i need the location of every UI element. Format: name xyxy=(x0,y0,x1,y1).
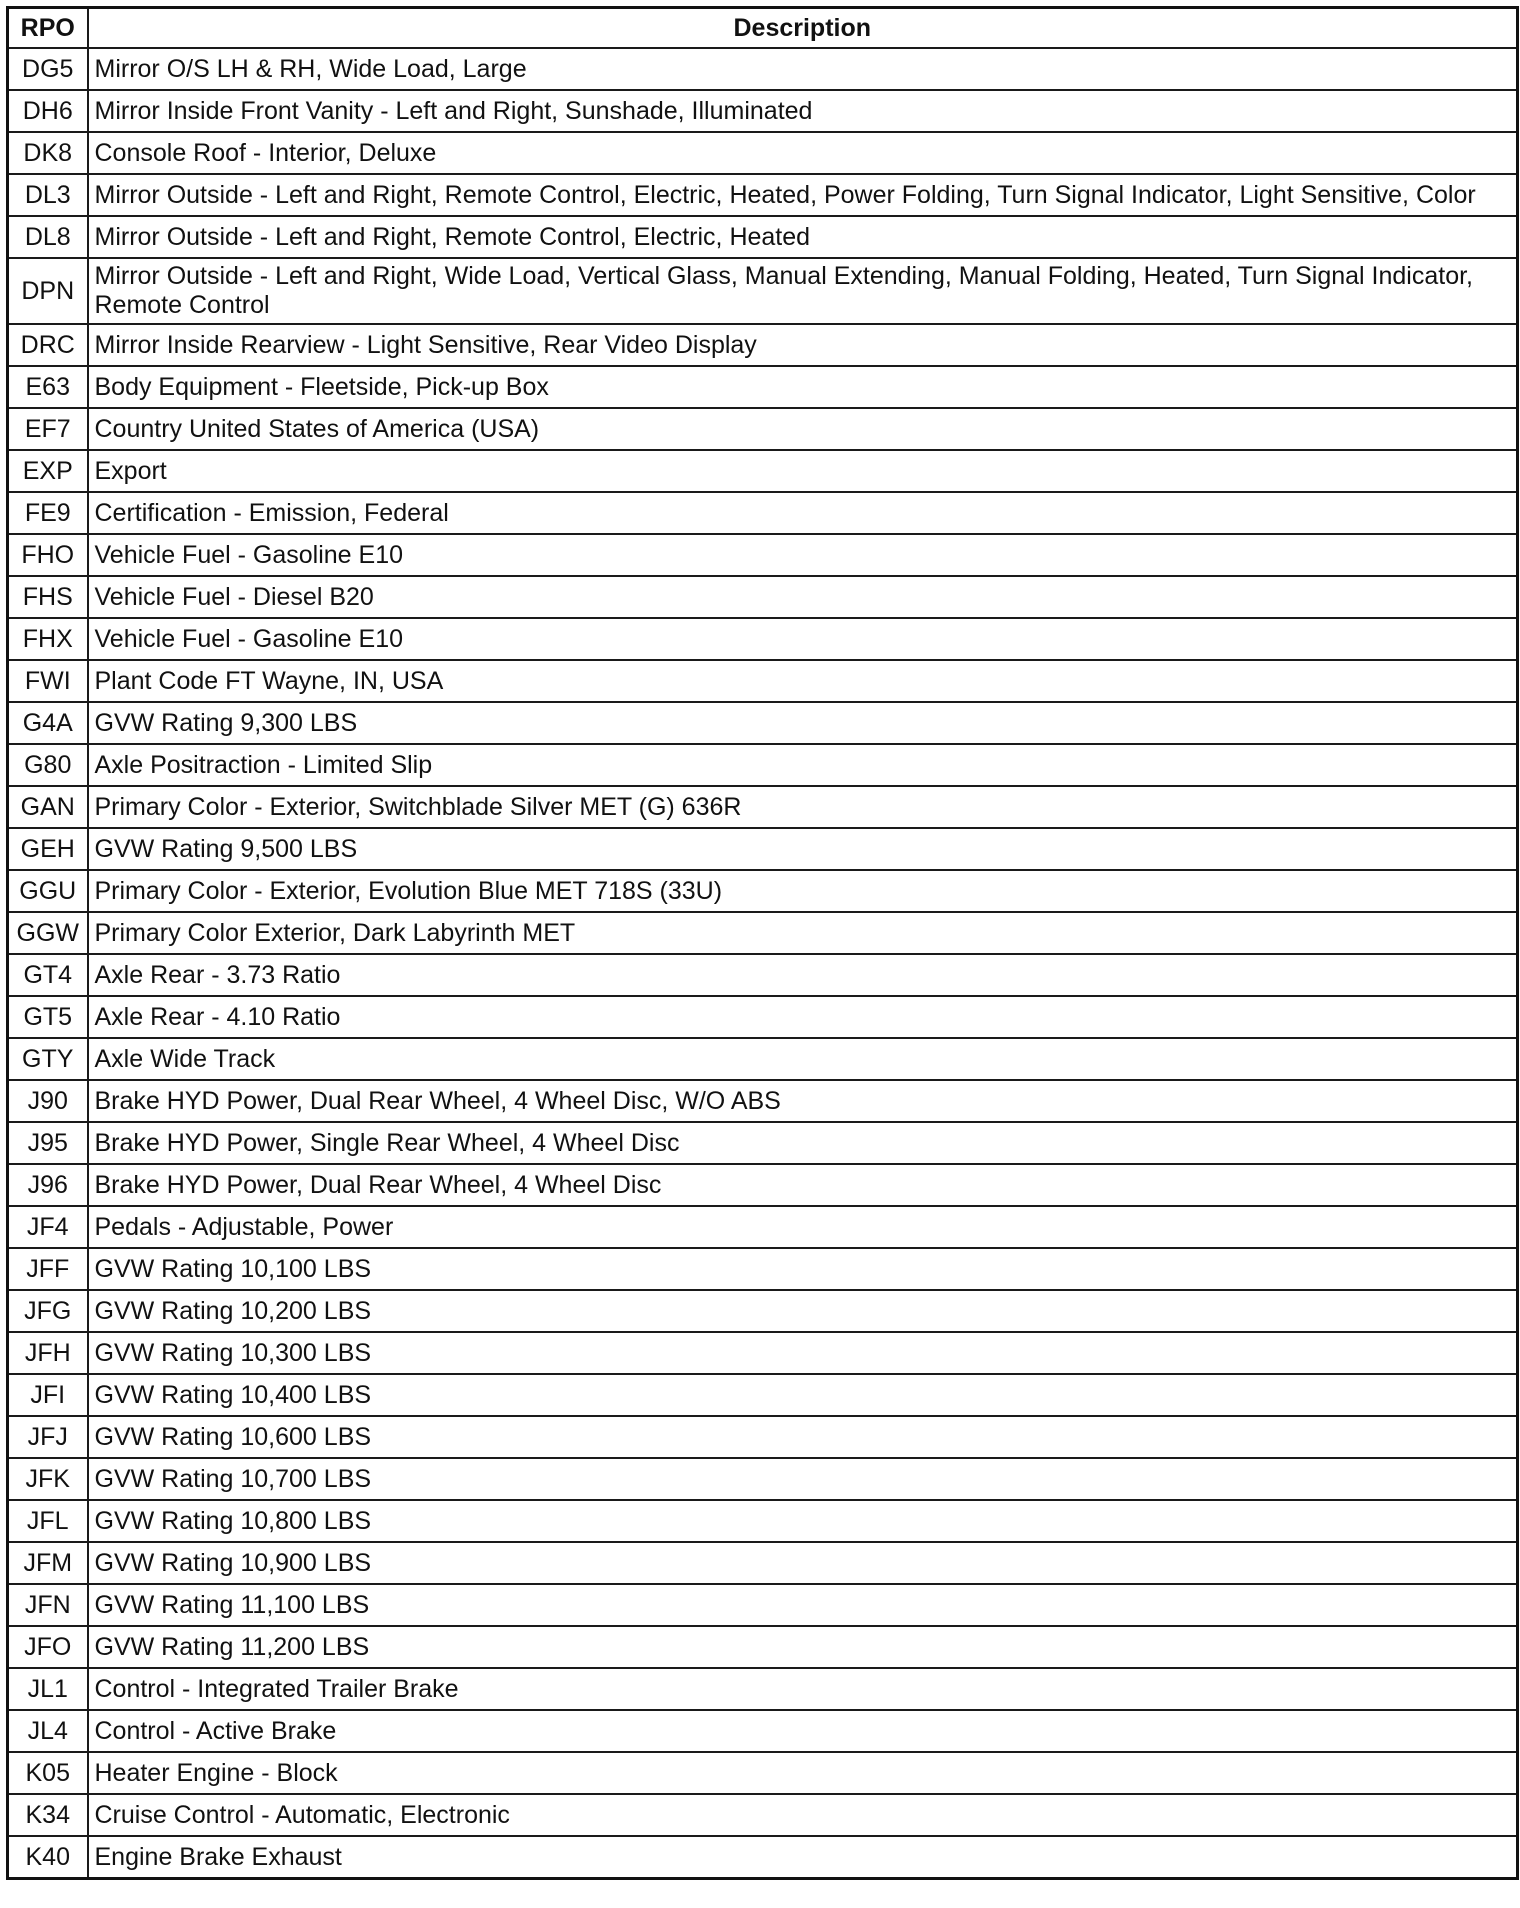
table-row xyxy=(8,216,1518,258)
table-row xyxy=(8,702,1518,744)
rpo-code-cell: K34 xyxy=(8,1794,88,1836)
rpo-code-cell: DL3 xyxy=(8,174,88,216)
description-cell: GVW Rating 10,900 LBS xyxy=(88,1542,1518,1584)
rpo-code-cell: JFI xyxy=(8,1374,88,1416)
description-cell: Mirror Inside Front Vanity - Left and Right, Sunshade, Illuminated xyxy=(88,90,1518,132)
description-cell: Country United States of America (USA) xyxy=(88,408,1518,450)
description-cell: Axle Positraction - Limited Slip xyxy=(88,744,1518,786)
rpo-code-cell: GT4 xyxy=(8,954,88,996)
rpo-code-cell: DH6 xyxy=(8,90,88,132)
table-row xyxy=(8,1416,1518,1458)
description-cell: GVW Rating 9,500 LBS xyxy=(88,828,1518,870)
description-cell: GVW Rating 10,400 LBS xyxy=(88,1374,1518,1416)
table-row xyxy=(8,1584,1518,1626)
description-cell: Mirror O/S LH & RH, Wide Load, Large xyxy=(88,48,1518,90)
table-row xyxy=(8,174,1518,216)
rpo-code-cell: G80 xyxy=(8,744,88,786)
rpo-code-cell: DG5 xyxy=(8,48,88,90)
rpo-code-cell: GEH xyxy=(8,828,88,870)
table-row xyxy=(8,618,1518,660)
rpo-code-cell: FHX xyxy=(8,618,88,660)
description-cell: Pedals - Adjustable, Power xyxy=(88,1206,1518,1248)
table-body xyxy=(8,48,1518,1879)
rpo-code-cell: FWI xyxy=(8,660,88,702)
document-page xyxy=(6,6,1516,1880)
rpo-code-cell: FHO xyxy=(8,534,88,576)
rpo-table xyxy=(6,6,1519,1880)
table-row xyxy=(8,1542,1518,1584)
table-row xyxy=(8,258,1518,324)
table-row xyxy=(8,1290,1518,1332)
description-cell: Console Roof - Interior, Deluxe xyxy=(88,132,1518,174)
rpo-code-cell: G4A xyxy=(8,702,88,744)
rpo-code-cell: GTY xyxy=(8,1038,88,1080)
description-cell: GVW Rating 11,200 LBS xyxy=(88,1626,1518,1668)
description-cell: Vehicle Fuel - Diesel B20 xyxy=(88,576,1518,618)
table-row xyxy=(8,324,1518,366)
table-row xyxy=(8,744,1518,786)
table-row xyxy=(8,576,1518,618)
rpo-code-cell: K05 xyxy=(8,1752,88,1794)
description-cell: Primary Color - Exterior, Evolution Blue MET 718S (33U) xyxy=(88,870,1518,912)
description-cell: Export xyxy=(88,450,1518,492)
rpo-code-cell: DL8 xyxy=(8,216,88,258)
description-cell: Axle Rear - 4.10 Ratio xyxy=(88,996,1518,1038)
table-row xyxy=(8,954,1518,996)
rpo-code-cell: DPN xyxy=(8,258,88,324)
rpo-code-cell: JFM xyxy=(8,1542,88,1584)
rpo-code-cell: FE9 xyxy=(8,492,88,534)
description-cell: Control - Active Brake xyxy=(88,1710,1518,1752)
table-row xyxy=(8,828,1518,870)
rpo-code-cell: JFL xyxy=(8,1500,88,1542)
table-row xyxy=(8,48,1518,90)
description-cell: Vehicle Fuel - Gasoline E10 xyxy=(88,534,1518,576)
table-row xyxy=(8,1458,1518,1500)
rpo-code-cell: GT5 xyxy=(8,996,88,1038)
rpo-code-cell: EF7 xyxy=(8,408,88,450)
description-cell: Control - Integrated Trailer Brake xyxy=(88,1668,1518,1710)
table-row xyxy=(8,1500,1518,1542)
table-row xyxy=(8,1374,1518,1416)
table-row xyxy=(8,534,1518,576)
table-row xyxy=(8,1710,1518,1752)
rpo-code-cell: GGW xyxy=(8,912,88,954)
table-row xyxy=(8,1668,1518,1710)
table-row xyxy=(8,1164,1518,1206)
rpo-code-cell: E63 xyxy=(8,366,88,408)
description-cell: Mirror Outside - Left and Right, Wide Load, Vertical Glass, Manual Extending, Manual Folding, Heated, Turn Signal Indicator, Remote Control xyxy=(88,258,1518,324)
rpo-code-cell: FHS xyxy=(8,576,88,618)
rpo-code-cell: JL1 xyxy=(8,1668,88,1710)
rpo-code-cell: JFJ xyxy=(8,1416,88,1458)
table-row xyxy=(8,366,1518,408)
description-cell: Mirror Inside Rearview - Light Sensitive, Rear Video Display xyxy=(88,324,1518,366)
rpo-code-cell: JFO xyxy=(8,1626,88,1668)
table-row xyxy=(8,1080,1518,1122)
rpo-code-cell: JF4 xyxy=(8,1206,88,1248)
description-cell: Cruise Control - Automatic, Electronic xyxy=(88,1794,1518,1836)
description-cell: Brake HYD Power, Dual Rear Wheel, 4 Wheel Disc xyxy=(88,1164,1518,1206)
description-cell: Brake HYD Power, Dual Rear Wheel, 4 Wheel Disc, W/O ABS xyxy=(88,1080,1518,1122)
description-cell: Brake HYD Power, Single Rear Wheel, 4 Wheel Disc xyxy=(88,1122,1518,1164)
table-row xyxy=(8,1122,1518,1164)
table-row xyxy=(8,132,1518,174)
rpo-code-cell: K40 xyxy=(8,1836,88,1879)
description-cell: Mirror Outside - Left and Right, Remote Control, Electric, Heated xyxy=(88,216,1518,258)
rpo-code-cell: JFH xyxy=(8,1332,88,1374)
table-row xyxy=(8,1836,1518,1879)
description-cell: GVW Rating 9,300 LBS xyxy=(88,702,1518,744)
description-cell: Body Equipment - Fleetside, Pick-up Box xyxy=(88,366,1518,408)
rpo-code-cell: JFG xyxy=(8,1290,88,1332)
table-row xyxy=(8,1794,1518,1836)
rpo-code-cell: EXP xyxy=(8,450,88,492)
table-row xyxy=(8,1206,1518,1248)
description-cell: GVW Rating 10,200 LBS xyxy=(88,1290,1518,1332)
table-row xyxy=(8,660,1518,702)
header-row xyxy=(8,8,1518,49)
description-cell: Plant Code FT Wayne, IN, USA xyxy=(88,660,1518,702)
rpo-code-cell: JFK xyxy=(8,1458,88,1500)
table-row xyxy=(8,1752,1518,1794)
description-cell: GVW Rating 10,300 LBS xyxy=(88,1332,1518,1374)
rpo-code-cell: JFF xyxy=(8,1248,88,1290)
rpo-code-cell: DRC xyxy=(8,324,88,366)
description-cell: GVW Rating 10,600 LBS xyxy=(88,1416,1518,1458)
description-cell: Heater Engine - Block xyxy=(88,1752,1518,1794)
description-cell: Axle Rear - 3.73 Ratio xyxy=(88,954,1518,996)
table-row xyxy=(8,90,1518,132)
table-row xyxy=(8,1038,1518,1080)
table-row xyxy=(8,1248,1518,1290)
table-row xyxy=(8,786,1518,828)
description-cell: Axle Wide Track xyxy=(88,1038,1518,1080)
description-cell: GVW Rating 10,800 LBS xyxy=(88,1500,1518,1542)
table-row xyxy=(8,1332,1518,1374)
description-cell: Mirror Outside - Left and Right, Remote Control, Electric, Heated, Power Folding, Turn Signal Indicator, Light Sensitive, Color xyxy=(88,174,1518,216)
table-row xyxy=(8,1626,1518,1668)
rpo-column-header: RPO xyxy=(8,8,88,49)
description-cell: GVW Rating 10,700 LBS xyxy=(88,1458,1518,1500)
table-row xyxy=(8,870,1518,912)
rpo-code-cell: JFN xyxy=(8,1584,88,1626)
description-column-header: Description xyxy=(88,8,1518,49)
rpo-code-cell: J90 xyxy=(8,1080,88,1122)
description-cell: Vehicle Fuel - Gasoline E10 xyxy=(88,618,1518,660)
description-cell: GVW Rating 10,100 LBS xyxy=(88,1248,1518,1290)
rpo-code-cell: J96 xyxy=(8,1164,88,1206)
table-row xyxy=(8,996,1518,1038)
rpo-code-cell: JL4 xyxy=(8,1710,88,1752)
rpo-code-cell: J95 xyxy=(8,1122,88,1164)
description-cell: GVW Rating 11,100 LBS xyxy=(88,1584,1518,1626)
table-row xyxy=(8,492,1518,534)
description-cell: Engine Brake Exhaust xyxy=(88,1836,1518,1879)
table-row xyxy=(8,912,1518,954)
description-cell: Certification - Emission, Federal xyxy=(88,492,1518,534)
table-row xyxy=(8,408,1518,450)
rpo-code-cell: DK8 xyxy=(8,132,88,174)
description-cell: Primary Color Exterior, Dark Labyrinth MET xyxy=(88,912,1518,954)
description-cell: Primary Color - Exterior, Switchblade Silver MET (G) 636R xyxy=(88,786,1518,828)
rpo-code-cell: GGU xyxy=(8,870,88,912)
table-row xyxy=(8,450,1518,492)
rpo-code-cell: GAN xyxy=(8,786,88,828)
